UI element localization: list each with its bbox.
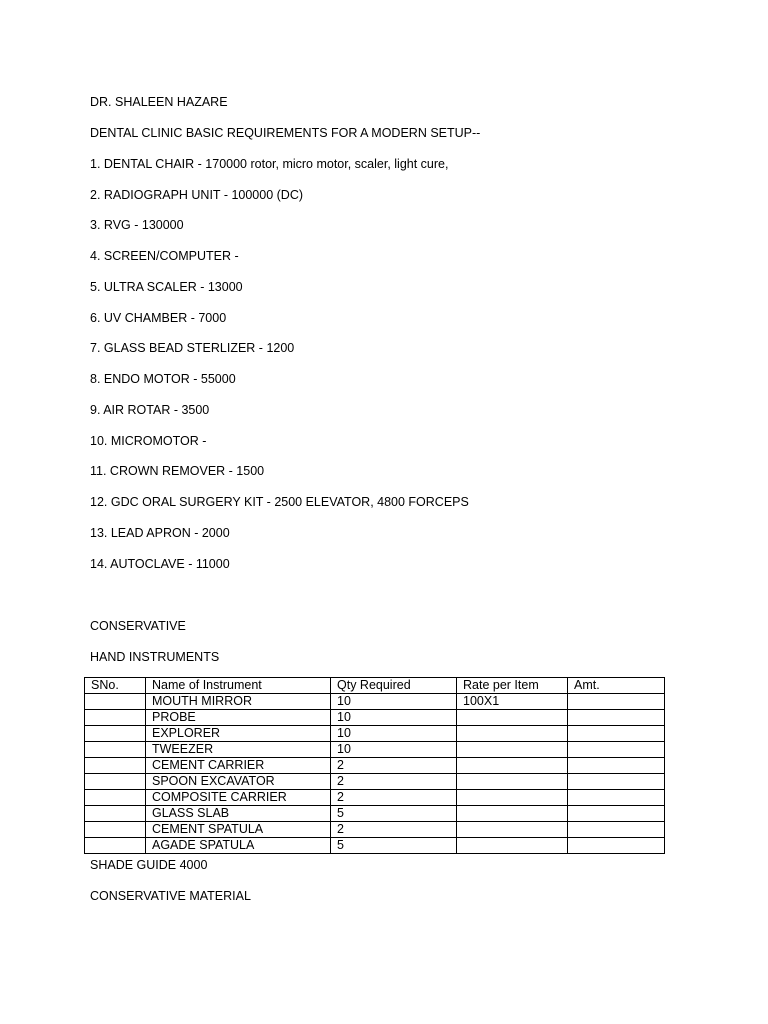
cell-amt	[568, 742, 665, 758]
cell-sno	[85, 838, 146, 854]
table-header-row	[85, 678, 665, 694]
cell-name: EXPLORER	[146, 726, 331, 742]
cell-sno	[85, 822, 146, 838]
section-hand-instruments: HAND INSTRUMENTS	[90, 650, 220, 664]
table-row	[85, 806, 665, 822]
list-item: 3. RVG - 130000	[90, 218, 184, 232]
list-item: 10. MICROMOTOR -	[90, 434, 207, 448]
cell-amt	[568, 774, 665, 790]
instruments-table	[84, 677, 665, 854]
header-sno: SNo.	[85, 678, 146, 694]
cell-amt	[568, 710, 665, 726]
cell-name: CEMENT CARRIER	[146, 758, 331, 774]
cell-name: PROBE	[146, 710, 331, 726]
list-item: 6. UV CHAMBER - 7000	[90, 311, 227, 325]
table-row	[85, 790, 665, 806]
list-item: 9. AIR ROTAR - 3500	[90, 403, 210, 417]
table-row	[85, 758, 665, 774]
cell-rate	[457, 710, 568, 726]
table-row	[85, 838, 665, 854]
cell-amt	[568, 838, 665, 854]
cell-rate	[457, 774, 568, 790]
cell-rate: 100X1	[457, 694, 568, 710]
table-row	[85, 774, 665, 790]
cell-qty: 2	[331, 758, 457, 774]
cell-sno	[85, 774, 146, 790]
cell-qty: 10	[331, 694, 457, 710]
shade-guide: SHADE GUIDE 4000	[90, 858, 208, 872]
cell-amt	[568, 790, 665, 806]
cell-sno	[85, 806, 146, 822]
cell-sno	[85, 790, 146, 806]
list-item: 7. GLASS BEAD STERLIZER - 1200	[90, 341, 295, 355]
cell-qty: 10	[331, 726, 457, 742]
cell-rate	[457, 838, 568, 854]
cell-name: SPOON EXCAVATOR	[146, 774, 331, 790]
table-row	[85, 694, 665, 710]
list-item: 1. DENTAL CHAIR - 170000 rotor, micro motor, scaler, light cure,	[90, 157, 449, 171]
cell-sno	[85, 694, 146, 710]
header-name: Name of Instrument	[146, 678, 331, 694]
cell-qty: 2	[331, 790, 457, 806]
list-item: 8. ENDO MOTOR - 55000	[90, 372, 236, 386]
conservative-material: CONSERVATIVE MATERIAL	[90, 889, 251, 903]
cell-qty: 10	[331, 710, 457, 726]
cell-rate	[457, 726, 568, 742]
cell-name: MOUTH MIRROR	[146, 694, 331, 710]
cell-name: AGADE SPATULA	[146, 838, 331, 854]
section-conservative: CONSERVATIVE	[90, 619, 186, 633]
cell-name: TWEEZER	[146, 742, 331, 758]
cell-sno	[85, 758, 146, 774]
list-item: 14. AUTOCLAVE - 11000	[90, 557, 230, 571]
header-qty: Qty Required	[331, 678, 457, 694]
list-item: 11. CROWN REMOVER - 1500	[90, 464, 265, 478]
cell-qty: 2	[331, 822, 457, 838]
table-row	[85, 742, 665, 758]
cell-sno	[85, 726, 146, 742]
list-item: 2. RADIOGRAPH UNIT - 100000 (DC)	[90, 188, 304, 202]
cell-rate	[457, 806, 568, 822]
cell-qty: 10	[331, 742, 457, 758]
cell-qty: 5	[331, 838, 457, 854]
cell-amt	[568, 694, 665, 710]
document-heading: DENTAL CLINIC BASIC REQUIREMENTS FOR A MODERN SETUP--	[90, 126, 481, 140]
cell-rate	[457, 790, 568, 806]
list-item: 13. LEAD APRON - 2000	[90, 526, 230, 540]
list-item: 4. SCREEN/COMPUTER -	[90, 249, 239, 263]
cell-name: CEMENT SPATULA	[146, 822, 331, 838]
cell-name: COMPOSITE CARRIER	[146, 790, 331, 806]
header-rate: Rate per Item	[457, 678, 568, 694]
cell-sno	[85, 742, 146, 758]
author-name: DR. SHALEEN HAZARE	[90, 95, 228, 109]
cell-qty: 2	[331, 774, 457, 790]
cell-rate	[457, 742, 568, 758]
cell-amt	[568, 806, 665, 822]
cell-rate	[457, 822, 568, 838]
cell-sno	[85, 710, 146, 726]
cell-qty: 5	[331, 806, 457, 822]
table-row	[85, 822, 665, 838]
list-item: 5. ULTRA SCALER - 13000	[90, 280, 243, 294]
cell-rate	[457, 758, 568, 774]
table-row	[85, 710, 665, 726]
cell-amt	[568, 758, 665, 774]
cell-amt	[568, 822, 665, 838]
header-amt: Amt.	[568, 678, 665, 694]
table-row	[85, 726, 665, 742]
cell-name: GLASS SLAB	[146, 806, 331, 822]
cell-amt	[568, 726, 665, 742]
list-item: 12. GDC ORAL SURGERY KIT - 2500 ELEVATOR, 4800 FORCEPS	[90, 495, 469, 509]
